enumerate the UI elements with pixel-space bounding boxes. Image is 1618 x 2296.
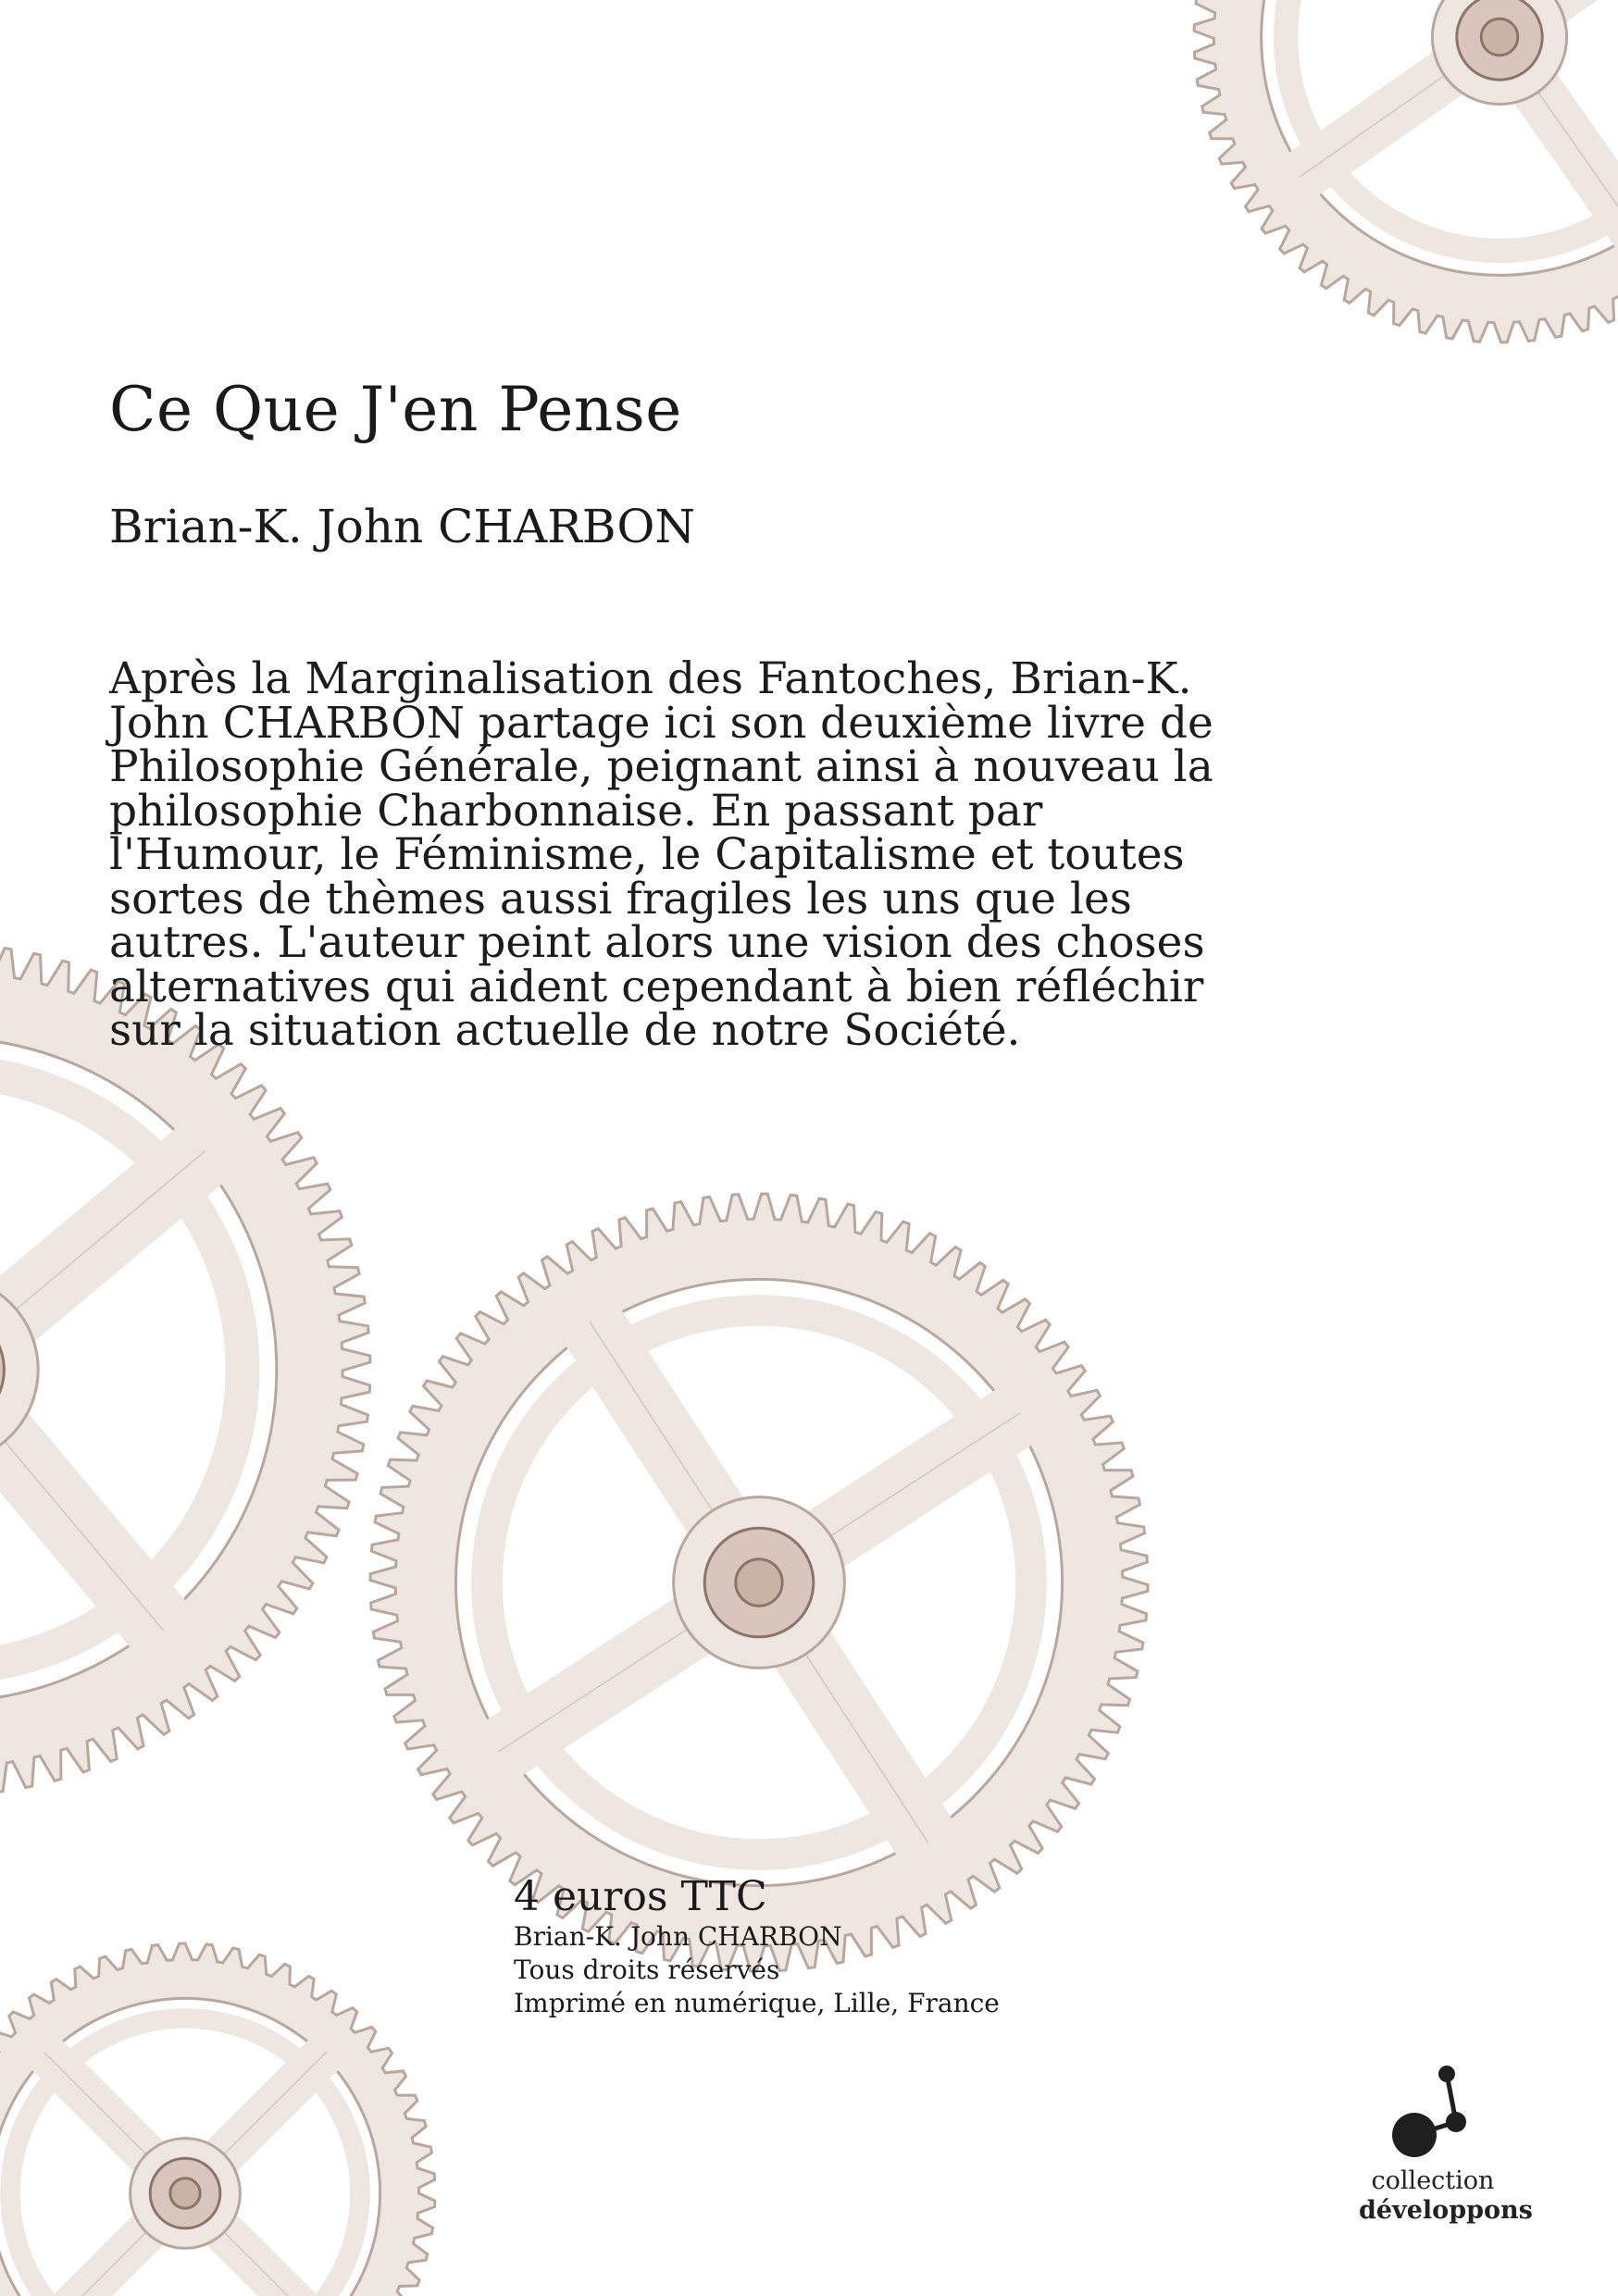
gear-bottom-left bbox=[0, 1943, 435, 2296]
book-author: Brian-K. John CHARBON bbox=[109, 500, 696, 553]
colophon-printed: Imprimé en numérique, Lille, France bbox=[514, 1988, 1000, 2018]
publisher-collection-label: collection bbox=[1371, 2166, 1495, 2195]
publisher-name: développons bbox=[1359, 2196, 1533, 2225]
book-blurb: Après la Marginalisation des Fantoches, Brian-K. John CHARBON partage ici son deuxième livre de Philosophie Générale, peignant ainsi à nouveau la philosophie Charbonnaise. En passant par l'Humour, le Féminisme, le Capitalisme et toutes sortes de thèmes aussi fragiles les uns que les autres. L'auteur peint alors une vision des choses alternatives qui aident cependant à bien réfléchir sur la situation actuelle de notre Société. bbox=[109, 653, 1214, 1056]
gear-center bbox=[370, 1194, 1148, 1971]
colophon-rights: Tous droits réservés bbox=[514, 1955, 780, 1985]
gear-left-middle bbox=[0, 944, 370, 1795]
price-label: 4 euros TTC bbox=[514, 1873, 767, 1920]
colophon-author: Brian-K. John CHARBON bbox=[514, 1921, 842, 1952]
publisher-logo bbox=[1359, 2050, 1533, 2226]
molecule-logo-icon bbox=[1377, 2050, 1488, 2161]
book-title: Ce Que J'en Pense bbox=[109, 374, 682, 445]
gear-top-right bbox=[1194, 0, 1618, 342]
colophon bbox=[514, 1874, 1000, 2020]
